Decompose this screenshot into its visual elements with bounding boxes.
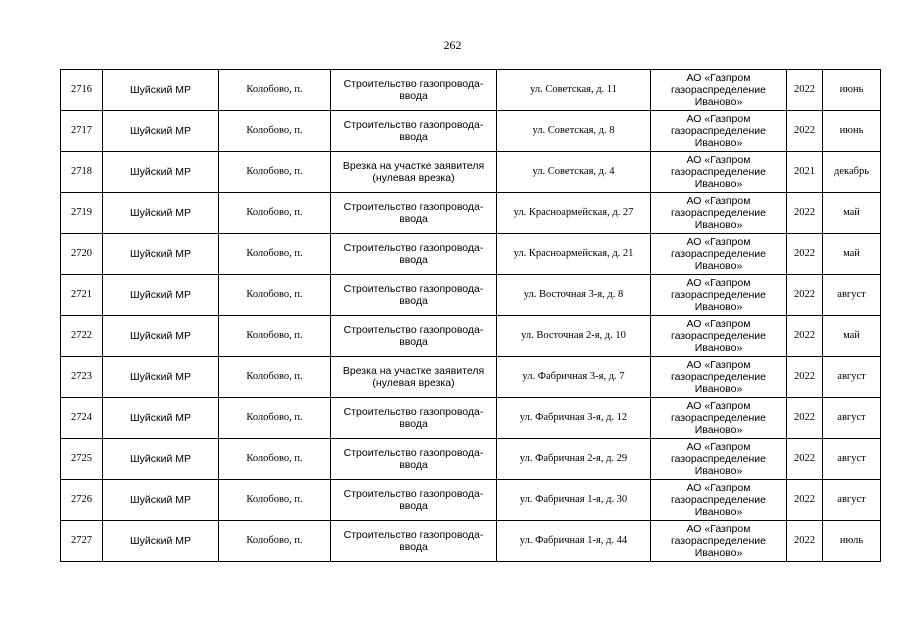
cell-address: ул. Фабричная 2-я, д. 29	[497, 439, 651, 480]
cell-number: 2721	[61, 275, 103, 316]
cell-locality: Колобово, п.	[219, 275, 331, 316]
cell-district: Шуйский МР	[103, 398, 219, 439]
cell-locality: Колобово, п.	[219, 193, 331, 234]
cell-month: август	[823, 439, 881, 480]
cell-year: 2021	[787, 152, 823, 193]
cell-work-type: Строительство газопровода-ввода	[331, 439, 497, 480]
cell-year: 2022	[787, 439, 823, 480]
cell-locality: Колобово, п.	[219, 111, 331, 152]
cell-month: август	[823, 357, 881, 398]
cell-operator: АО «Газпром газораспределение Иваново»	[651, 152, 787, 193]
cell-address: ул. Советская, д. 8	[497, 111, 651, 152]
cell-year: 2022	[787, 521, 823, 562]
table-body	[61, 70, 881, 562]
cell-work-type: Врезка на участке заявителя (нулевая врезка)	[331, 357, 497, 398]
cell-address: ул. Советская, д. 4	[497, 152, 651, 193]
cell-operator: АО «Газпром газораспределение Иваново»	[651, 439, 787, 480]
table-row	[61, 70, 881, 111]
table-row	[61, 480, 881, 521]
cell-address: ул. Красноармейская, д. 21	[497, 234, 651, 275]
cell-district: Шуйский МР	[103, 316, 219, 357]
cell-locality: Колобово, п.	[219, 357, 331, 398]
cell-number: 2723	[61, 357, 103, 398]
cell-month: май	[823, 193, 881, 234]
cell-month: декабрь	[823, 152, 881, 193]
cell-district: Шуйский МР	[103, 521, 219, 562]
cell-locality: Колобово, п.	[219, 398, 331, 439]
cell-district: Шуйский МР	[103, 111, 219, 152]
cell-year: 2022	[787, 357, 823, 398]
cell-work-type: Строительство газопровода-ввода	[331, 316, 497, 357]
cell-district: Шуйский МР	[103, 152, 219, 193]
cell-number: 2722	[61, 316, 103, 357]
cell-district: Шуйский МР	[103, 275, 219, 316]
cell-locality: Колобово, п.	[219, 480, 331, 521]
cell-work-type: Строительство газопровода-ввода	[331, 480, 497, 521]
cell-address: ул. Восточная 3-я, д. 8	[497, 275, 651, 316]
cell-operator: АО «Газпром газораспределение Иваново»	[651, 316, 787, 357]
cell-operator: АО «Газпром газораспределение Иваново»	[651, 111, 787, 152]
cell-operator: АО «Газпром газораспределение Иваново»	[651, 398, 787, 439]
cell-operator: АО «Газпром газораспределение Иваново»	[651, 357, 787, 398]
cell-number: 2725	[61, 439, 103, 480]
table-row	[61, 193, 881, 234]
cell-year: 2022	[787, 111, 823, 152]
cell-month: июль	[823, 521, 881, 562]
table-row	[61, 357, 881, 398]
cell-work-type: Строительство газопровода-ввода	[331, 234, 497, 275]
cell-address: ул. Фабричная 3-я, д. 7	[497, 357, 651, 398]
cell-locality: Колобово, п.	[219, 521, 331, 562]
cell-operator: АО «Газпром газораспределение Иваново»	[651, 234, 787, 275]
cell-district: Шуйский МР	[103, 70, 219, 111]
cell-locality: Колобово, п.	[219, 70, 331, 111]
cell-year: 2022	[787, 480, 823, 521]
cell-operator: АО «Газпром газораспределение Иваново»	[651, 275, 787, 316]
cell-number: 2716	[61, 70, 103, 111]
cell-year: 2022	[787, 70, 823, 111]
cell-year: 2022	[787, 398, 823, 439]
cell-locality: Колобово, п.	[219, 439, 331, 480]
cell-address: ул. Советская, д. 11	[497, 70, 651, 111]
cell-address: ул. Восточная 2-я, д. 10	[497, 316, 651, 357]
gasification-table	[60, 69, 881, 562]
cell-district: Шуйский МР	[103, 480, 219, 521]
cell-number: 2726	[61, 480, 103, 521]
table-row	[61, 316, 881, 357]
table-row	[61, 439, 881, 480]
cell-number: 2719	[61, 193, 103, 234]
cell-district: Шуйский МР	[103, 193, 219, 234]
cell-year: 2022	[787, 234, 823, 275]
cell-work-type: Строительство газопровода-ввода	[331, 275, 497, 316]
cell-address: ул. Фабричная 1-я, д. 30	[497, 480, 651, 521]
cell-year: 2022	[787, 193, 823, 234]
cell-address: ул. Фабричная 1-я, д. 44	[497, 521, 651, 562]
cell-address: ул. Фабричная 3-я, д. 12	[497, 398, 651, 439]
cell-month: август	[823, 398, 881, 439]
cell-month: май	[823, 316, 881, 357]
table-row	[61, 275, 881, 316]
page-number: 262	[443, 38, 462, 52]
cell-work-type: Строительство газопровода-ввода	[331, 111, 497, 152]
cell-work-type: Строительство газопровода-ввода	[331, 398, 497, 439]
cell-operator: АО «Газпром газораспределение Иваново»	[651, 193, 787, 234]
table-row	[61, 521, 881, 562]
cell-work-type: Строительство газопровода-ввода	[331, 521, 497, 562]
cell-year: 2022	[787, 316, 823, 357]
cell-locality: Колобово, п.	[219, 152, 331, 193]
table-row	[61, 111, 881, 152]
cell-number: 2720	[61, 234, 103, 275]
cell-month: июнь	[823, 70, 881, 111]
table-row	[61, 152, 881, 193]
cell-address: ул. Красноармейская, д. 27	[497, 193, 651, 234]
cell-work-type: Строительство газопровода-ввода	[331, 193, 497, 234]
cell-month: май	[823, 234, 881, 275]
table-row	[61, 398, 881, 439]
cell-operator: АО «Газпром газораспределение Иваново»	[651, 521, 787, 562]
cell-district: Шуйский МР	[103, 439, 219, 480]
cell-operator: АО «Газпром газораспределение Иваново»	[651, 70, 787, 111]
cell-year: 2022	[787, 275, 823, 316]
cell-number: 2718	[61, 152, 103, 193]
cell-work-type: Врезка на участке заявителя (нулевая врезка)	[331, 152, 497, 193]
cell-number: 2724	[61, 398, 103, 439]
cell-month: август	[823, 275, 881, 316]
cell-number: 2727	[61, 521, 103, 562]
cell-district: Шуйский МР	[103, 234, 219, 275]
table-row	[61, 234, 881, 275]
cell-month: июнь	[823, 111, 881, 152]
cell-locality: Колобово, п.	[219, 234, 331, 275]
cell-operator: АО «Газпром газораспределение Иваново»	[651, 480, 787, 521]
cell-number: 2717	[61, 111, 103, 152]
cell-month: август	[823, 480, 881, 521]
cell-locality: Колобово, п.	[219, 316, 331, 357]
cell-work-type: Строительство газопровода-ввода	[331, 70, 497, 111]
cell-district: Шуйский МР	[103, 357, 219, 398]
